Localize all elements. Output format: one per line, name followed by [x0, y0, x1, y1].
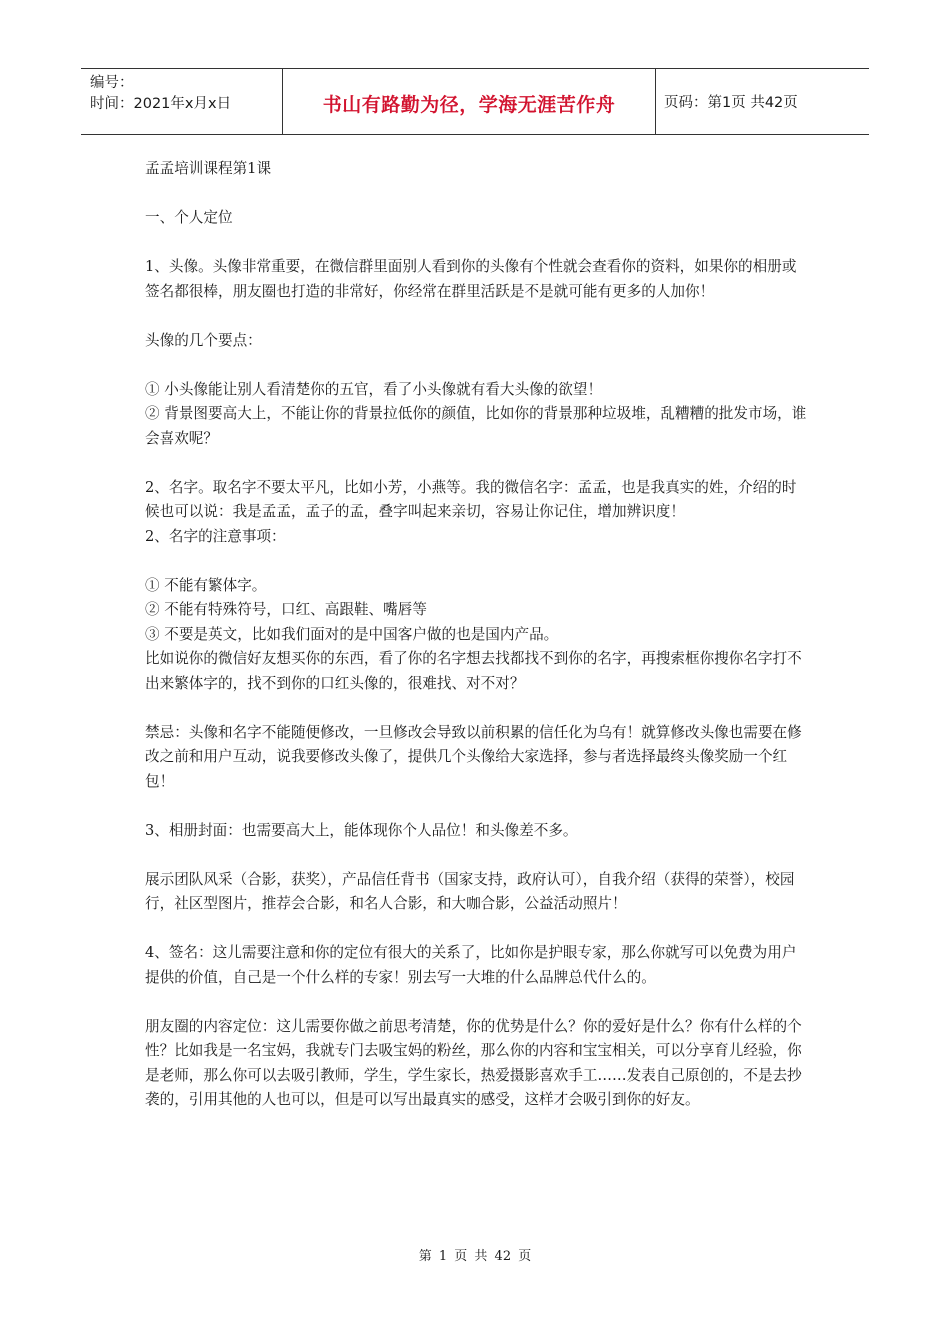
paragraph-avatar-points-heading: 头像的几个要点： [145, 331, 262, 349]
course-title: 孟孟培训课程第1课 [145, 160, 272, 177]
list-item-avatar-1: ① 小头像能让别人看清楚你的五官，看了小头像就有看大头像的欲望！ [145, 380, 603, 398]
date-label: 时间：2021年x月x日 [90, 96, 232, 112]
header-meta-cell [81, 69, 282, 134]
header-page-cell [656, 69, 869, 134]
header-motto-cell [282, 69, 656, 134]
list-item-avatar-2: ② 背景图要高大上，不能让你的背景拉低你的颜值，比如你的背景那种垃圾堆，乱糟糟的批发市场，谁会喜欢呢？ [145, 405, 807, 447]
section-heading: 一、个人定位 [145, 209, 233, 226]
paragraph-name-notes-heading: 2、名字的注意事项： [145, 527, 286, 545]
serial-number-label: 编号： [90, 75, 134, 91]
paragraph-showcase: 展示团队风采（合影，获奖），产品信任背书（国家支持，政府认可），自我介绍（获得的荣誉），校园行，社区型图片，推荐会合影，和名人合影，和大咖合影，公益活动照片！ [145, 870, 795, 912]
document-body [145, 157, 810, 1113]
list-item-name-3: ③ 不要是英文，比如我们面对的是中国客户做的也是国内产品。 [145, 625, 559, 643]
paragraph-album-cover: 3、相册封面：也需要高大上，能体现你个人品位！和头像差不多。 [145, 821, 578, 839]
paragraph-name-example: 比如说你的微信好友想买你的东西，看了你的名字想去找都找不到你的名字，再搜索框你搜你名字打不出来繁体字的，找不到你的口红头像的，很难找、对不对？ [145, 650, 802, 692]
paragraph-name: 2、名字。取名字不要太平凡，比如小芳，小燕等。我的微信名字：孟孟，也是我真实的姓，介绍的时候也可以说：我是孟孟，孟子的孟，叠字叫起来亲切，容易让你记住，增加辨识度！ [145, 478, 797, 520]
page-info: 页码：第1页 共42页 [664, 95, 798, 111]
page-footer: 第 1 页 共 42 页 [418, 1249, 532, 1264]
paragraph-signature: 4、签名：这儿需要注意和你的定位有很大的关系了，比如你是护眼专家，那么你就写可以免费为用户提供的价值，自己是一个什么样的专家！别去写一大堆的什么品牌总代什么的。 [145, 944, 797, 986]
paragraph-taboo: 禁忌：头像和名字不能随便修改，一旦修改会导致以前积累的信任化为乌有！就算修改头像也需要在修改之前和用户互动，说我要修改头像了，提供几个头像给大家选择，参与者选择最终头像奖励一个红包！ [145, 723, 802, 790]
paragraph-avatar: 1、头像。头像非常重要，在微信群里面别人看到你的头像有个性就会查看你的资料，如果你的相册或签名都很棒，朋友圈也打造的非常好，你经常在群里活跃是不是就可能有更多的人加你！ [145, 258, 797, 300]
paragraph-moments-positioning: 朋友圈的内容定位：这儿需要你做之前思考清楚，你的优势是什么？你的爱好是什么？你有什么样的个性？比如我是一名宝妈，我就专门去吸宝妈的粉丝，那么你的内容和宝宝相关，可以分享育儿经验，你是老师，那么你可以去吸引教师，学生，学生家长，热爱摄影喜欢手工……发表自己原创的，不是去抄袭的，引用其他的人也可以，但是可以写出最真实的感受，这样才会吸引到你的好友。 [145, 1017, 802, 1108]
list-item-name-1: ① 不能有繁体字。 [145, 576, 267, 594]
page-header [81, 68, 869, 135]
motto-text: 书山有路勤为径，学海无涯苦作舟 [322, 94, 616, 116]
list-item-name-2: ② 不能有特殊符号，口红、高跟鞋、嘴唇等 [145, 601, 427, 618]
